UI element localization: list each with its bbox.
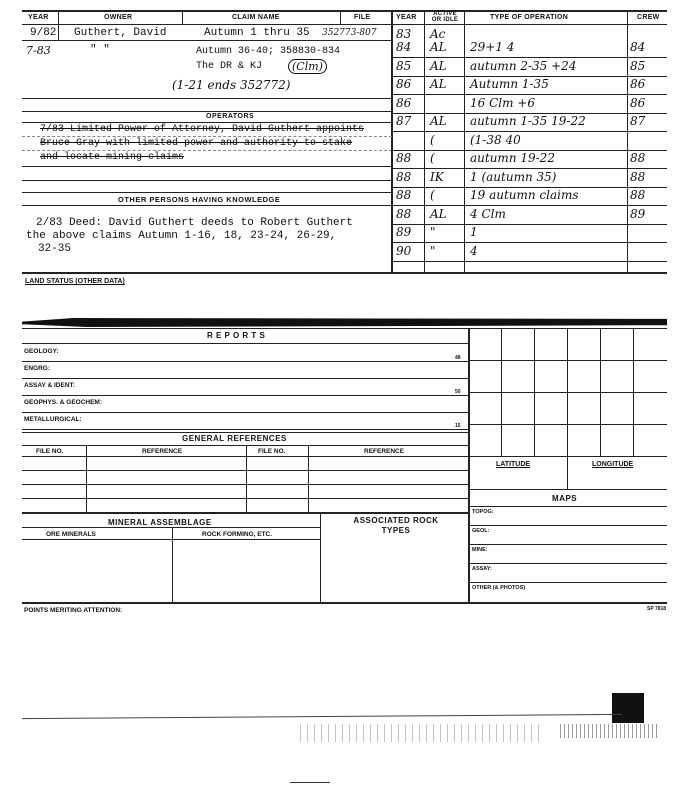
col-line <box>308 445 309 512</box>
activity-year: 86 <box>396 95 412 110</box>
owner-row-file: 352773-807 <box>322 28 377 38</box>
other-persons-line: the above claims Autumn 1-16, 18, 23-24, 26-29, <box>26 230 337 242</box>
activity-operation: (1-38 40 <box>470 132 521 147</box>
activity-crew: 88 <box>630 151 646 165</box>
activity-status: AL <box>430 114 447 128</box>
header-owner: OWNER <box>104 14 133 21</box>
activity-crew: 88 <box>630 188 646 202</box>
row-line <box>22 470 468 471</box>
header-crew: CREW <box>637 14 660 21</box>
report-row-number: 50 <box>455 389 461 395</box>
activity-operation: 19 autumn claims <box>470 188 579 202</box>
row-line <box>468 489 667 490</box>
activity-year: 88 <box>396 169 412 184</box>
mineral-heading: MINERAL ASSEMBLAGE <box>108 518 212 527</box>
report-row-label: ENGRG: <box>24 365 50 372</box>
row-line <box>22 136 392 137</box>
header-year: YEAR <box>28 14 49 21</box>
scan-edge-line <box>22 714 622 719</box>
activity-year: 89 <box>396 225 412 239</box>
claim-extra-circled: (Clm) <box>288 59 327 74</box>
other-persons-heading: OTHER PERSONS HAVING KNOWLEDGE <box>118 195 281 204</box>
row-line <box>22 484 468 485</box>
report-row-label: GEOPHYS. & GEOCHEM: <box>24 399 103 406</box>
col-line <box>340 10 341 24</box>
activity-crew: 86 <box>630 95 646 110</box>
scan-noise <box>300 724 540 742</box>
col-line <box>246 445 247 512</box>
activity-status: ( <box>430 151 435 165</box>
activity-operation: 1 <box>470 225 478 239</box>
rock-forming-label: ROCK FORMING, ETC. <box>202 531 273 538</box>
associated-rock-types-label: ASSOCIATED ROCK TYPES <box>353 516 439 535</box>
latitude-label: LATITUDE <box>496 461 531 468</box>
map-row-label: OTHER (& PHOTOS) <box>472 585 526 591</box>
col-line <box>182 10 183 24</box>
activity-status: IK <box>430 169 444 184</box>
col-line <box>86 445 87 512</box>
form-code: SP 7818 <box>647 606 667 612</box>
activity-crew: 89 <box>630 206 646 221</box>
other-persons-line: 32-35 <box>38 243 72 255</box>
header-file: FILE <box>354 14 371 21</box>
scan-noise <box>560 724 660 738</box>
row-line <box>468 506 667 507</box>
report-row-number: 48 <box>455 355 461 361</box>
owner-row-year: 9/82 <box>30 27 57 39</box>
land-status-label: LAND STATUS (OTHER DATA) <box>25 278 125 285</box>
grid-line <box>468 360 667 361</box>
row-line <box>22 527 320 528</box>
claim-extra-line: The DR & KJ <box>196 61 263 72</box>
row-line <box>22 539 320 540</box>
row-line <box>22 205 392 206</box>
owner-row-claim: Autumn 1 thru 35 <box>204 27 310 39</box>
row-line <box>22 361 468 362</box>
activity-status: AL <box>430 77 447 91</box>
owner-row-owner: Guthert, David <box>74 27 167 39</box>
row-line <box>22 192 392 193</box>
row-line <box>468 525 667 526</box>
reports-top-line <box>22 328 667 329</box>
owner-row-owner: " " <box>90 44 110 56</box>
operators-heading: OPERATORS <box>206 113 255 120</box>
activity-year: 88 <box>396 206 412 221</box>
col-line <box>391 10 393 272</box>
row-line <box>22 111 392 112</box>
row-line <box>22 395 468 396</box>
col-line <box>424 10 425 272</box>
activity-status: AL <box>430 58 447 73</box>
row-line <box>22 150 392 151</box>
row-line <box>468 544 667 545</box>
row-line <box>468 582 667 583</box>
activity-year: 83 <box>396 27 412 41</box>
row-line <box>22 456 468 457</box>
activity-crew: 87 <box>630 114 646 128</box>
activity-operation: 4 <box>470 243 478 258</box>
report-row-label: GEOLOGY: <box>24 348 59 355</box>
header-type-of-operation: TYPE OF OPERATION <box>490 14 569 21</box>
activity-status: ( <box>430 188 435 202</box>
activity-year: 87 <box>396 114 412 128</box>
row-line <box>22 512 468 514</box>
col-line <box>627 10 628 272</box>
row-line <box>22 432 468 433</box>
reports-heading: R E P O R T S <box>207 331 266 340</box>
longitude-label: LONGITUDE <box>592 461 634 468</box>
grid-line <box>567 456 568 489</box>
owner-row-year: 7-83 <box>26 44 51 57</box>
header-year-2: YEAR <box>396 14 417 21</box>
activity-year: 84 <box>396 40 412 54</box>
activity-year: 86 <box>396 77 412 91</box>
row-line <box>22 445 468 446</box>
operators-line: 7/83 Limited Power of Attorney, David Guthert appoints <box>40 124 365 135</box>
report-row-number: 15 <box>455 423 461 429</box>
activity-year: 88 <box>396 188 412 202</box>
maps-heading: MAPS <box>552 494 578 503</box>
owner-row-claim: Autumn 36-40; 358830-834 <box>196 46 341 57</box>
row-line <box>22 180 392 181</box>
row-line <box>22 429 468 430</box>
header-divider <box>22 24 667 25</box>
col-line <box>58 10 59 40</box>
ref-col-reference: REFERENCE <box>142 448 183 455</box>
row-line <box>468 563 667 564</box>
activity-operation: 1 (autumn 35) <box>470 169 557 184</box>
row-line <box>22 498 468 499</box>
activity-year: 88 <box>396 151 412 165</box>
activity-operation: Autumn 1-35 <box>470 77 549 91</box>
operators-line: Bruce Gray with limited power and authority to stake <box>40 138 353 149</box>
report-row-label: ASSAY & IDENT: <box>24 382 75 389</box>
activity-status: " <box>430 225 436 239</box>
grid-line <box>468 392 667 393</box>
header-active-idle: ACTIVE OR IDLE <box>431 11 459 23</box>
activity-crew: 84 <box>630 40 646 54</box>
map-row-label: ASSAY: <box>472 566 492 572</box>
activity-operation: autumn 1-35 19-22 <box>470 114 586 128</box>
operators-line: and locate mining claims <box>40 152 185 163</box>
activity-status: AL <box>430 40 447 54</box>
row-line <box>22 412 468 413</box>
row-line <box>22 98 392 99</box>
top-border <box>22 10 667 12</box>
activity-crew: 88 <box>630 169 646 184</box>
grid-line <box>468 424 667 425</box>
col-line <box>320 512 321 602</box>
activity-status: AL <box>430 206 447 221</box>
map-row-label: GEOL: <box>472 528 490 534</box>
ref-col-reference-2: REFERENCE <box>364 448 405 455</box>
scan-black-block <box>612 693 644 723</box>
activity-status: " <box>430 243 436 258</box>
row-line <box>22 343 468 344</box>
general-references-heading: GENERAL REFERENCES <box>182 434 287 443</box>
header-claim-name: CLAIM NAME <box>232 14 280 21</box>
activity-row-line <box>391 261 667 262</box>
col-line <box>172 527 173 602</box>
row-line <box>22 40 392 41</box>
activity-operation: autumn 19-22 <box>470 151 555 165</box>
scan-dark-band <box>22 318 667 327</box>
row-line <box>22 378 468 379</box>
activity-operation: 4 Clm <box>470 206 506 221</box>
activity-operation: 29+1 4 <box>470 40 515 54</box>
ref-col-file-no: FILE NO. <box>36 448 64 455</box>
points-meriting-attention-label: POINTS MERITING ATTENTION: <box>24 607 123 614</box>
map-row-label: MINE: <box>472 547 488 553</box>
activity-crew: 86 <box>630 77 646 91</box>
activity-status: Ac <box>430 27 446 41</box>
activity-year: 90 <box>396 243 412 258</box>
ref-col-file-no-2: FILE NO. <box>258 448 286 455</box>
claim-extra-handwritten: (1-21 ends 352772) <box>172 78 291 92</box>
reports-bottom-line <box>22 602 667 604</box>
ore-minerals-label: ORE MINERALS <box>46 531 96 538</box>
activity-status: ( <box>430 132 435 147</box>
activity-crew: 85 <box>630 58 646 73</box>
col-line <box>468 328 470 602</box>
scan-edge-line <box>290 782 330 783</box>
activity-year: 85 <box>396 58 412 73</box>
report-row-label: METALLURGICAL: <box>24 416 82 423</box>
row-line <box>22 166 392 167</box>
top-table-bottom <box>22 272 667 274</box>
activity-operation: autumn 2-35 +24 <box>470 58 577 73</box>
other-persons-line: 2/83 Deed: David Guthert deeds to Robert Guthert <box>36 217 353 229</box>
col-line <box>464 10 465 272</box>
map-row-label: TOPOG: <box>472 509 494 515</box>
activity-operation: 16 Clm +6 <box>470 95 535 110</box>
row-line <box>22 122 392 123</box>
